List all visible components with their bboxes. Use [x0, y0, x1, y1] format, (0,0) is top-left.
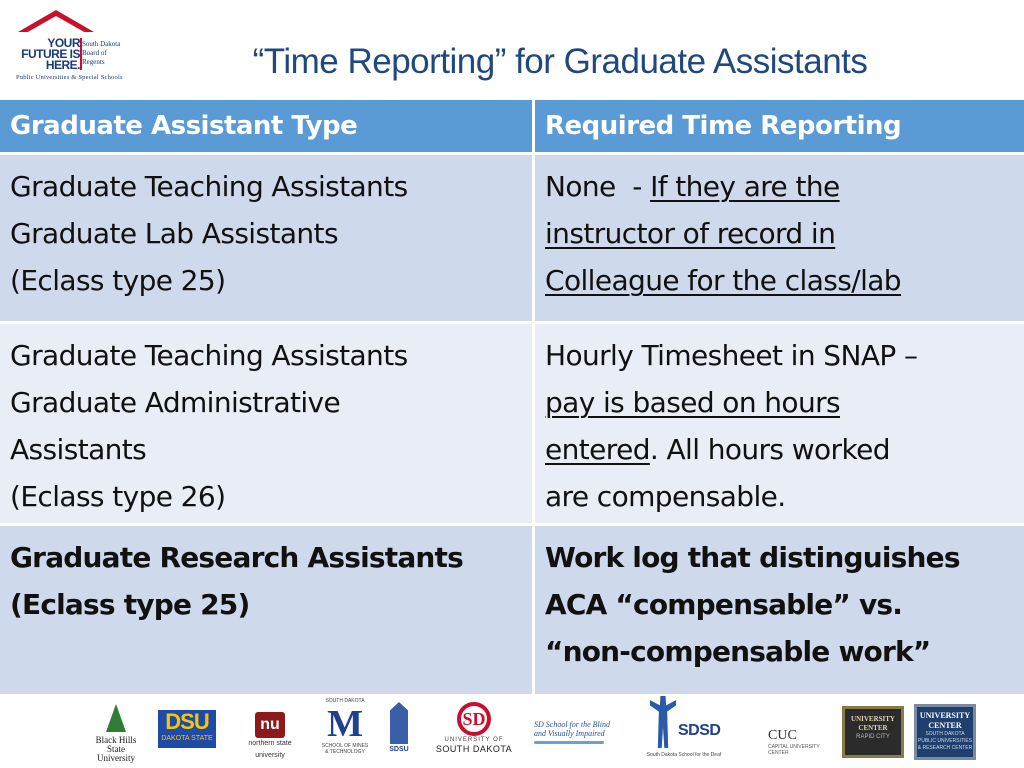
req-underlined: instructor of record in [545, 217, 836, 250]
assistant-type-cell [0, 526, 535, 694]
slide-title: “Time Reporting” for Graduate Assistants [252, 42, 868, 81]
logo-org-name: South Dakota Board of Regents [82, 40, 121, 66]
nsu-mark-icon: nu [255, 712, 285, 738]
sdbor-logo [10, 10, 122, 82]
req-line: ACA “compensable” vs. [545, 588, 903, 621]
m-icon: M [327, 703, 363, 745]
table-header-row [0, 100, 1024, 152]
type-line: (Eclass type 26) [10, 480, 226, 513]
req-line: Work log that distinguishes [545, 541, 960, 574]
usd-seal-icon: SD [457, 702, 491, 736]
time-reporting-table [0, 100, 1024, 694]
uc-sioux-falls-logo: UNIVERSITY CENTER SOUTH DAKOTA PUBLIC UNIVERSITIES & RESEARCH CENTER [914, 704, 976, 760]
sdsd-logo: SDSD South Dakota School for the Deaf [642, 696, 726, 762]
req-line-rest: . All hours worked [649, 433, 890, 466]
req-underlined: pay is based on hours [545, 386, 840, 419]
tree-icon [106, 704, 126, 732]
table-row [0, 324, 1024, 523]
usd-logo: SD UNIVERSITY OF SOUTH DAKOTA [432, 702, 516, 762]
assistant-type-cell [0, 155, 535, 321]
swoosh-icon [534, 741, 604, 744]
cuc-logo: CUC CAPITAL UNIVERSITY CENTER [768, 728, 820, 756]
figure-icon [650, 696, 676, 748]
required-reporting-cell [535, 324, 1024, 523]
sdsmt-logo: SOUTH DAKOTA M SCHOOL OF MINES & TECHNOLOGY [321, 698, 369, 755]
assistant-type-cell [0, 324, 535, 523]
type-line: Graduate Research Assistants [10, 541, 463, 574]
logo-subtitle: Public Universities & Special Schools [16, 74, 123, 81]
req-underlined: Colleague for the class/lab [545, 264, 901, 297]
required-reporting-cell [535, 155, 1024, 321]
type-line: Assistants [10, 433, 147, 466]
type-line: Graduate Teaching Assistants [10, 170, 408, 203]
column-header-type: Graduate Assistant Type [0, 100, 535, 152]
slide-header [0, 0, 1024, 100]
req-line: Hourly Timesheet in SNAP – [545, 339, 918, 372]
institution-logos [0, 694, 1024, 768]
type-line: Graduate Lab Assistants [10, 217, 338, 250]
uc-rapid-city-logo: UNIVERSITY CENTER RAPID CITY [842, 706, 904, 758]
req-line: are compensable. [545, 480, 786, 513]
bhsu-logo: Black Hills State University [88, 704, 144, 754]
table-row [0, 526, 1024, 694]
table-row [0, 155, 1024, 321]
type-line: Graduate Teaching Assistants [10, 339, 408, 372]
req-prefix: None - [545, 170, 651, 203]
required-reporting-cell [535, 526, 1024, 694]
campanile-icon [390, 702, 408, 744]
req-underlined: If they are the [650, 170, 840, 203]
type-line: (Eclass type 25) [10, 588, 250, 621]
sdsbvi-logo: SD School for the Blind and Visually Impaired [534, 720, 620, 750]
req-line: “non-compensable work” [545, 635, 931, 668]
logo-tagline: YOUR FUTURE IS HERE. [21, 36, 80, 72]
column-header-reporting: Required Time Reporting [545, 111, 902, 141]
type-line: Graduate Administrative [10, 386, 341, 419]
dsu-logo: DSU DAKOTA STATE [158, 710, 216, 748]
nsu-logo: nu northern state university [236, 712, 304, 754]
req-underlined: entered [545, 433, 650, 466]
sdsu-logo: SDSU [386, 702, 412, 762]
type-line: (Eclass type 25) [10, 264, 226, 297]
